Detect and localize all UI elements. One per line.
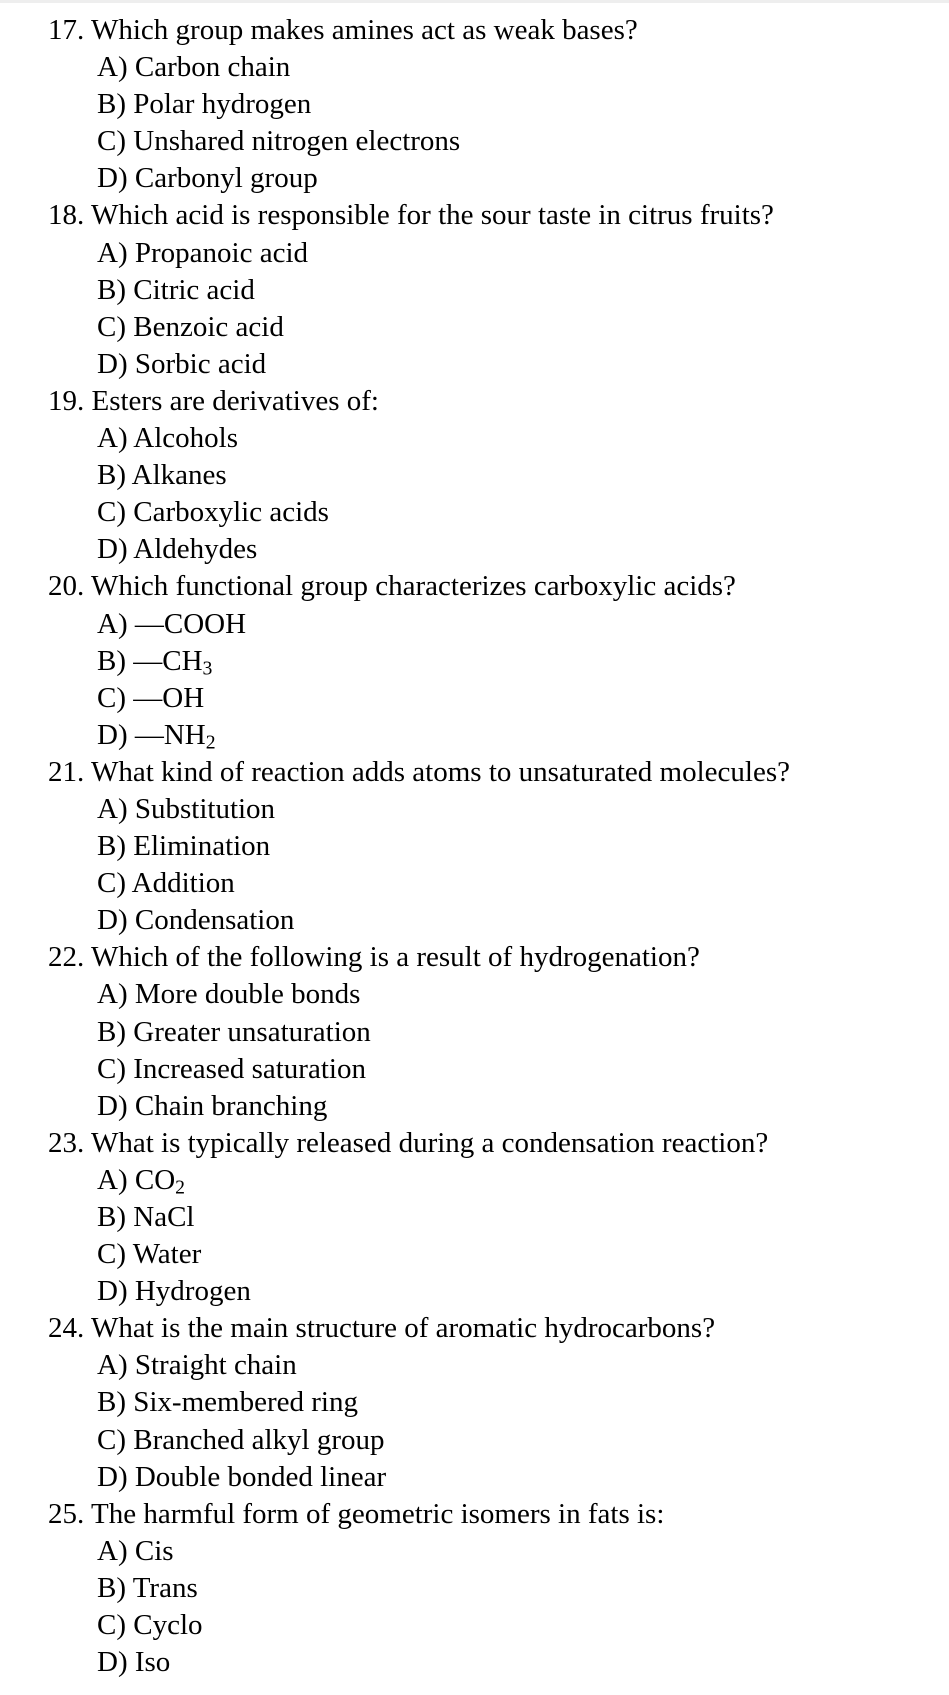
option-text: Addition	[131, 867, 235, 900]
question-18	[0, 197, 949, 234]
option-text: Elimination	[133, 830, 271, 863]
option-24-d	[0, 1459, 949, 1496]
option-text: More double bonds	[134, 978, 361, 1011]
option-24-c	[0, 1422, 949, 1459]
option-letter: D)	[97, 1646, 128, 1679]
option-25-c	[0, 1607, 949, 1644]
page-top-border	[0, 0, 949, 3]
option-22-c	[0, 1051, 949, 1088]
option-letter: A)	[97, 422, 128, 455]
question-number: 18.	[48, 199, 85, 232]
option-22-b	[0, 1014, 949, 1051]
question-number: 24.	[48, 1312, 85, 1345]
option-text: Trans	[132, 1571, 198, 1604]
option-text: —COOH	[134, 607, 247, 640]
option-letter: B)	[97, 88, 126, 121]
option-24-b	[0, 1384, 949, 1421]
question-21	[0, 754, 949, 791]
option-text: Aldehydes	[133, 533, 258, 566]
option-letter: A)	[97, 792, 128, 825]
option-25-d	[0, 1644, 949, 1681]
option-20-c	[0, 680, 949, 717]
option-19-d	[0, 531, 949, 568]
option-letter: A)	[97, 607, 128, 640]
option-18-d	[0, 346, 949, 383]
question-text: Which functional group characterizes carboxylic acids?	[90, 570, 736, 603]
option-text: Carboxylic acids	[133, 496, 329, 529]
option-text: NaCl	[133, 1201, 195, 1233]
option-text: Hydrogen	[134, 1275, 251, 1308]
option-19-b	[0, 457, 949, 494]
question-text: Esters are derivatives of:	[91, 384, 379, 417]
option-text: Propanoic acid	[134, 236, 308, 269]
option-text: Carbon chain	[134, 51, 291, 84]
option-text: Six-membered ring	[133, 1386, 358, 1419]
option-25-a	[0, 1533, 949, 1570]
option-17-d	[0, 160, 949, 197]
question-17	[0, 12, 949, 49]
subscript: 2	[205, 731, 216, 754]
option-text: Alcohols	[133, 422, 238, 455]
subscript: 3	[202, 656, 213, 679]
option-text: Cyclo	[133, 1609, 203, 1642]
option-17-b	[0, 86, 949, 123]
option-letter: D)	[97, 718, 128, 751]
option-24-a	[0, 1347, 949, 1384]
option-letter: D)	[97, 162, 128, 195]
option-23-d	[0, 1273, 949, 1310]
option-text: Double bonded linear	[134, 1460, 387, 1493]
question-number: 19.	[48, 384, 85, 417]
question-text: What is typically released during a condensation reaction?	[90, 1126, 769, 1159]
option-letter: D)	[97, 1275, 128, 1308]
option-letter: C)	[97, 310, 126, 343]
option-21-b	[0, 828, 949, 865]
option-letter: B)	[97, 459, 126, 492]
option-23-b	[0, 1199, 949, 1236]
option-text: Increased saturation	[133, 1052, 366, 1085]
option-letter: C)	[97, 1609, 126, 1642]
option-text: Cis	[134, 1534, 174, 1567]
option-letter: C)	[97, 125, 126, 158]
option-19-c	[0, 494, 949, 531]
option-letter: D)	[97, 1089, 128, 1122]
option-18-a	[0, 235, 949, 272]
option-letter: A)	[97, 1349, 128, 1382]
option-text: —OH	[133, 681, 205, 714]
option-text: Benzoic acid	[133, 310, 284, 343]
option-letter: B)	[97, 1201, 126, 1233]
option-text: Iso	[134, 1646, 171, 1679]
option-text: Branched alkyl group	[133, 1423, 385, 1456]
question-text: Which acid is responsible for the sour taste in citrus fruits?	[90, 199, 774, 232]
option-20-d	[0, 717, 949, 754]
option-19-a	[0, 420, 949, 457]
option-letter: D)	[97, 533, 128, 566]
question-20	[0, 568, 949, 605]
option-text: —CH	[133, 644, 203, 677]
question-number: 21.	[48, 755, 85, 788]
question-number: 25.	[48, 1497, 85, 1530]
option-22-d	[0, 1088, 949, 1125]
question-24	[0, 1310, 949, 1347]
option-17-c	[0, 123, 949, 160]
option-text: Citric acid	[133, 273, 255, 306]
option-25-b	[0, 1570, 949, 1607]
option-letter: B)	[97, 273, 126, 306]
option-18-c	[0, 309, 949, 346]
question-text: The harmful form of geometric isomers in fats is:	[90, 1497, 665, 1530]
option-text: Greater unsaturation	[133, 1015, 371, 1048]
option-letter: A)	[97, 978, 128, 1011]
option-20-a	[0, 606, 949, 643]
option-letter: C)	[97, 1052, 126, 1085]
option-text: Straight chain	[134, 1349, 297, 1382]
option-letter: B)	[97, 1386, 126, 1419]
option-letter: A)	[97, 236, 128, 269]
option-23-a	[0, 1162, 949, 1199]
question-25	[0, 1496, 949, 1533]
option-letter: D)	[97, 904, 128, 937]
option-letter: D)	[97, 1460, 128, 1493]
option-text: Carbonyl group	[134, 162, 318, 195]
question-number: 22.	[48, 941, 85, 974]
option-letter: A)	[97, 1534, 128, 1567]
option-letter: C)	[97, 681, 126, 714]
question-text: Which group makes amines act as weak bases?	[90, 14, 638, 46]
option-letter: C)	[97, 496, 126, 529]
question-sheet	[0, 12, 949, 1681]
option-text: Water	[132, 1238, 202, 1271]
option-letter: C)	[97, 1423, 126, 1456]
option-letter: B)	[97, 644, 126, 677]
option-18-b	[0, 272, 949, 309]
subscript: 2	[175, 1176, 186, 1199]
option-letter: C)	[97, 1238, 126, 1271]
question-22	[0, 939, 949, 976]
option-text: Substitution	[134, 792, 276, 825]
option-letter: B)	[97, 830, 126, 863]
option-letter: C)	[97, 867, 126, 900]
option-text: Condensation	[134, 904, 295, 937]
question-text: Which of the following is a result of hydrogenation?	[90, 941, 700, 974]
option-text: —NH	[134, 718, 206, 751]
option-text: Unshared nitrogen electrons	[133, 125, 461, 158]
option-20-b	[0, 643, 949, 680]
question-text: What kind of reaction adds atoms to unsaturated molecules?	[90, 755, 790, 788]
question-text: What is the main structure of aromatic hydrocarbons?	[90, 1312, 716, 1345]
option-letter: B)	[97, 1015, 126, 1048]
option-letter: A)	[97, 1163, 128, 1196]
option-letter: A)	[97, 51, 128, 84]
option-22-a	[0, 976, 949, 1013]
option-text: Alkanes	[131, 459, 227, 492]
option-21-d	[0, 902, 949, 939]
question-number: 20.	[48, 570, 85, 603]
option-text: CO	[134, 1163, 176, 1196]
option-21-c	[0, 865, 949, 902]
option-17-a	[0, 49, 949, 86]
question-number: 17.	[48, 14, 85, 46]
question-23	[0, 1125, 949, 1162]
question-number: 23.	[48, 1126, 85, 1159]
option-text: Polar hydrogen	[133, 88, 312, 121]
question-19	[0, 383, 949, 420]
option-text: Chain branching	[134, 1089, 328, 1122]
option-letter: B)	[97, 1571, 126, 1604]
option-text: Sorbic acid	[134, 347, 267, 380]
option-21-a	[0, 791, 949, 828]
option-23-c	[0, 1236, 949, 1273]
option-letter: D)	[97, 347, 128, 380]
